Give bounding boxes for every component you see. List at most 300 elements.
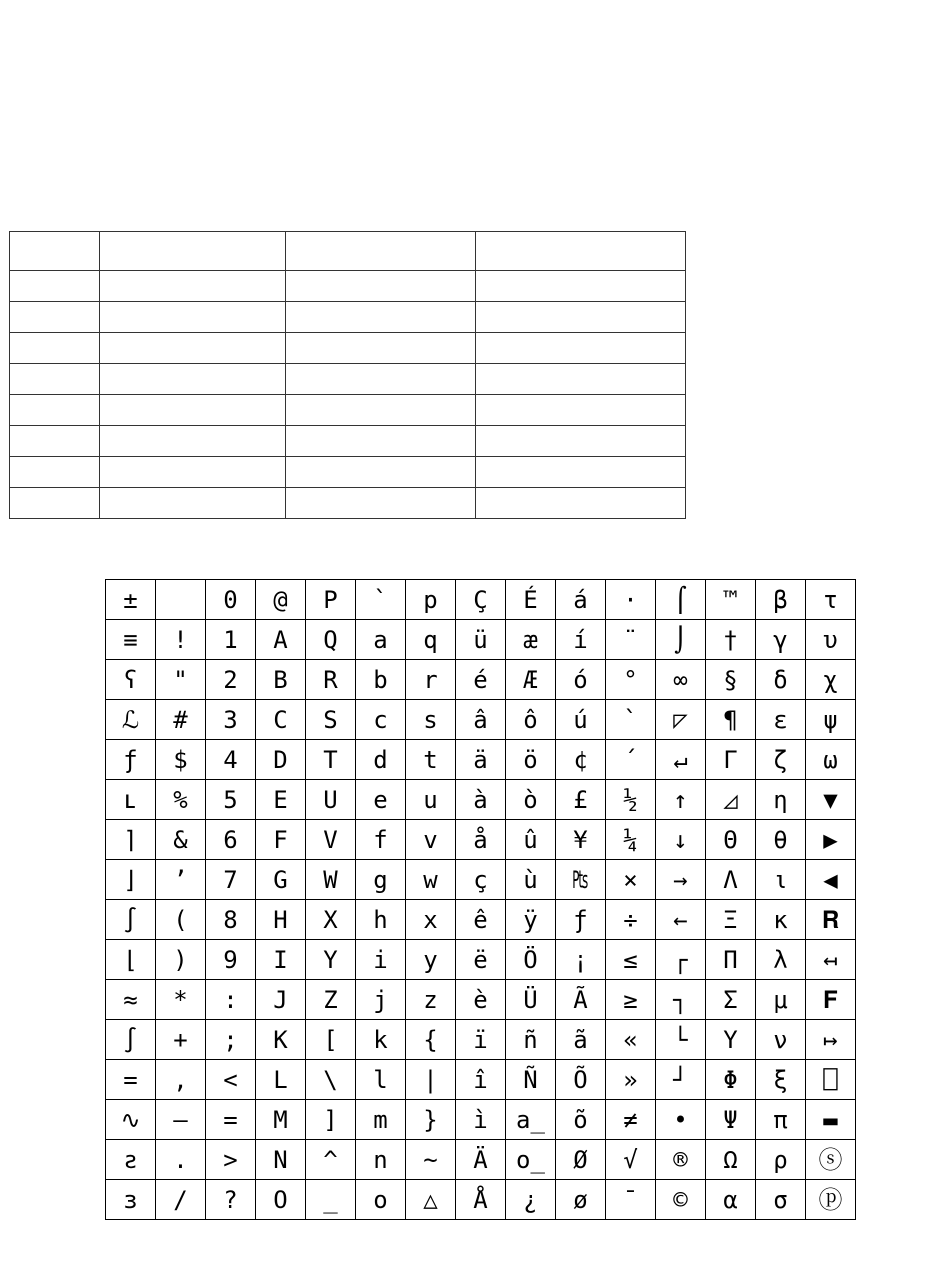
char-cell: o̲ bbox=[506, 1140, 556, 1180]
char-grid-row bbox=[106, 980, 856, 1020]
char-cell: ↦ bbox=[806, 1020, 856, 1060]
char-cell: è bbox=[456, 980, 506, 1020]
empty-table-row bbox=[10, 426, 686, 457]
char-cell: A bbox=[256, 620, 306, 660]
char-cell: ▼ bbox=[806, 780, 856, 820]
char-cell: i bbox=[356, 940, 406, 980]
char-cell: 6 bbox=[206, 820, 256, 860]
char-cell: £ bbox=[556, 780, 606, 820]
char-cell: ` bbox=[606, 700, 656, 740]
char-cell: ± bbox=[106, 580, 156, 620]
char-cell: √ bbox=[606, 1140, 656, 1180]
char-cell: ɜ bbox=[106, 1180, 156, 1220]
empty-table-cell bbox=[100, 395, 286, 426]
char-cell: û bbox=[506, 820, 556, 860]
empty-table-cell bbox=[476, 395, 686, 426]
empty-table-cell bbox=[100, 333, 286, 364]
empty-table-cell bbox=[286, 395, 476, 426]
char-cell: σ bbox=[756, 1180, 806, 1220]
char-cell: ó bbox=[556, 660, 606, 700]
char-cell: J bbox=[256, 980, 306, 1020]
char-cell: ┐ bbox=[656, 980, 706, 1020]
empty-table-cell bbox=[100, 457, 286, 488]
char-cell: ø bbox=[556, 1180, 606, 1220]
char-cell: _ bbox=[306, 1180, 356, 1220]
char-cell: ò bbox=[506, 780, 556, 820]
char-cell: π bbox=[756, 1100, 806, 1140]
empty-table-cell bbox=[10, 271, 100, 302]
empty-table-row bbox=[10, 302, 686, 333]
char-cell: $ bbox=[156, 740, 206, 780]
char-cell: ç bbox=[456, 860, 506, 900]
char-cell: é bbox=[456, 660, 506, 700]
char-cell: ⎕ bbox=[806, 1060, 856, 1100]
empty-table-cell bbox=[476, 333, 686, 364]
char-cell: ( bbox=[156, 900, 206, 940]
char-cell: u bbox=[406, 780, 456, 820]
char-cell: τ bbox=[806, 580, 856, 620]
char-cell: ∫ bbox=[106, 900, 156, 940]
char-cell: κ bbox=[756, 900, 806, 940]
char-cell: ¢ bbox=[556, 740, 606, 780]
char-cell: ↑ bbox=[656, 780, 706, 820]
char-cell: ï bbox=[456, 1020, 506, 1060]
char-cell: = bbox=[106, 1060, 156, 1100]
char-cell: # bbox=[156, 700, 206, 740]
char-cell: Ψ bbox=[706, 1100, 756, 1140]
empty-table-cell bbox=[100, 364, 286, 395]
char-cell: ┌ bbox=[656, 940, 706, 980]
char-cell: § bbox=[706, 660, 756, 700]
char-cell: R bbox=[306, 660, 356, 700]
char-cell: v bbox=[406, 820, 456, 860]
char-cell: ← bbox=[656, 900, 706, 940]
char-cell: ξ bbox=[756, 1060, 806, 1100]
char-cell: ↵ bbox=[656, 740, 706, 780]
char-cell: ƒ bbox=[106, 740, 156, 780]
char-cell: ! bbox=[156, 620, 206, 660]
char-cell: & bbox=[156, 820, 206, 860]
char-cell: > bbox=[206, 1140, 256, 1180]
char-cell: â bbox=[456, 700, 506, 740]
char-cell: Ñ bbox=[506, 1060, 556, 1100]
char-cell: ë bbox=[456, 940, 506, 980]
char-cell: ₧ bbox=[556, 860, 606, 900]
char-grid-row bbox=[106, 900, 856, 940]
char-cell: I bbox=[256, 940, 306, 980]
char-cell: ° bbox=[606, 660, 656, 700]
char-cell: Θ bbox=[706, 820, 756, 860]
char-cell: p bbox=[406, 580, 456, 620]
char-cell: , bbox=[156, 1060, 206, 1100]
char-cell: ν bbox=[756, 1020, 806, 1060]
empty-table-cell bbox=[10, 333, 100, 364]
empty-table-cell bbox=[476, 488, 686, 519]
char-grid-row bbox=[106, 780, 856, 820]
char-cell: ÿ bbox=[506, 900, 556, 940]
empty-table-cell bbox=[476, 271, 686, 302]
char-cell: " bbox=[156, 660, 206, 700]
char-cell: M bbox=[256, 1100, 306, 1140]
char-cell: ⓟ bbox=[806, 1180, 856, 1220]
char-cell: ∿ bbox=[106, 1100, 156, 1140]
char-cell: ö bbox=[506, 740, 556, 780]
char-cell: 1 bbox=[206, 620, 256, 660]
char-cell: ℒ bbox=[106, 700, 156, 740]
char-cell: r bbox=[406, 660, 456, 700]
char-cell: ƒ bbox=[556, 900, 606, 940]
empty-table-cell bbox=[10, 232, 100, 271]
empty-table-cell bbox=[476, 364, 686, 395]
char-cell: < bbox=[206, 1060, 256, 1100]
char-cell: E bbox=[256, 780, 306, 820]
char-cell: ™ bbox=[706, 580, 756, 620]
char-cell: Ü bbox=[506, 980, 556, 1020]
char-cell: t bbox=[406, 740, 456, 780]
char-cell: θ bbox=[756, 820, 806, 860]
char-grid-row bbox=[106, 1100, 856, 1140]
empty-table-cell bbox=[286, 302, 476, 333]
empty-table-cell bbox=[10, 395, 100, 426]
char-cell: U bbox=[306, 780, 356, 820]
char-cell: 𝐅 bbox=[806, 980, 856, 1020]
char-cell: ÷ bbox=[606, 900, 656, 940]
char-cell: ⌡ bbox=[656, 620, 706, 660]
char-cell: ≠ bbox=[606, 1100, 656, 1140]
char-cell: | bbox=[406, 1060, 456, 1100]
char-cell: ¿ bbox=[506, 1180, 556, 1220]
char-grid-row bbox=[106, 1180, 856, 1220]
char-cell: O bbox=[256, 1180, 306, 1220]
char-cell: Y bbox=[306, 940, 356, 980]
char-cell: ¶ bbox=[706, 700, 756, 740]
char-cell: ñ bbox=[506, 1020, 556, 1060]
char-cell: ’ bbox=[156, 860, 206, 900]
char-cell: 9 bbox=[206, 940, 256, 980]
empty-table-cell bbox=[476, 302, 686, 333]
char-cell: • bbox=[656, 1100, 706, 1140]
char-cell: T bbox=[306, 740, 356, 780]
char-cell: · bbox=[606, 580, 656, 620]
char-cell: └ bbox=[656, 1020, 706, 1060]
char-cell: Λ bbox=[706, 860, 756, 900]
char-cell: ω bbox=[806, 740, 856, 780]
char-cell: 4 bbox=[206, 740, 256, 780]
char-cell: N bbox=[256, 1140, 306, 1180]
char-cell: m bbox=[356, 1100, 406, 1140]
char-cell: Φ bbox=[706, 1060, 756, 1100]
char-cell: c bbox=[356, 700, 406, 740]
char-cell: ƨ bbox=[106, 1140, 156, 1180]
char-cell: D bbox=[256, 740, 306, 780]
char-cell: g bbox=[356, 860, 406, 900]
char-cell: ε bbox=[756, 700, 806, 740]
char-cell: Π bbox=[706, 940, 756, 980]
empty-table-row bbox=[10, 457, 686, 488]
empty-table-cell bbox=[100, 271, 286, 302]
char-cell: ʕ bbox=[106, 660, 156, 700]
empty-table-cell bbox=[286, 271, 476, 302]
char-cell: { bbox=[406, 1020, 456, 1060]
empty-table-cell bbox=[100, 302, 286, 333]
char-cell: ↓ bbox=[656, 820, 706, 860]
char-cell: h bbox=[356, 900, 406, 940]
char-cell: ⌊ bbox=[106, 940, 156, 980]
char-cell: Γ bbox=[706, 740, 756, 780]
char-cell: ü bbox=[456, 620, 506, 660]
char-cell: P bbox=[306, 580, 356, 620]
empty-table-row bbox=[10, 232, 686, 271]
empty-table-row bbox=[10, 488, 686, 519]
char-cell: Å bbox=[456, 1180, 506, 1220]
empty-table-cell bbox=[10, 302, 100, 333]
char-grid-row bbox=[106, 1020, 856, 1060]
char-cell: õ bbox=[556, 1100, 606, 1140]
char-cell: υ bbox=[806, 620, 856, 660]
char-cell: ʟ bbox=[106, 780, 156, 820]
char-cell: ) bbox=[156, 940, 206, 980]
char-cell: a bbox=[356, 620, 406, 660]
char-cell: ι bbox=[756, 860, 806, 900]
char-cell: ≈ bbox=[106, 980, 156, 1020]
char-grid-row bbox=[106, 1140, 856, 1180]
char-cell: ù bbox=[506, 860, 556, 900]
char-cell: L bbox=[256, 1060, 306, 1100]
char-cell: % bbox=[156, 780, 206, 820]
char-cell: ⓢ bbox=[806, 1140, 856, 1180]
char-cell: ¼ bbox=[606, 820, 656, 860]
empty-table-row bbox=[10, 271, 686, 302]
char-cell: 8 bbox=[206, 900, 256, 940]
char-cell: + bbox=[156, 1020, 206, 1060]
char-cell: Q bbox=[306, 620, 356, 660]
char-cell: G bbox=[256, 860, 306, 900]
char-cell: μ bbox=[756, 980, 806, 1020]
char-cell: ú bbox=[556, 700, 606, 740]
char-cell: Ã bbox=[556, 980, 606, 1020]
char-cell: η bbox=[756, 780, 806, 820]
char-cell: S bbox=[306, 700, 356, 740]
empty-table-cell bbox=[286, 488, 476, 519]
char-cell: ; bbox=[206, 1020, 256, 1060]
char-cell: ¥ bbox=[556, 820, 606, 860]
char-cell: — bbox=[156, 1100, 206, 1140]
char-cell: Ö bbox=[506, 940, 556, 980]
char-cell: É bbox=[506, 580, 556, 620]
char-cell: : bbox=[206, 980, 256, 1020]
char-cell: Æ bbox=[506, 660, 556, 700]
char-cell: ┘ bbox=[656, 1060, 706, 1100]
char-grid-row bbox=[106, 580, 856, 620]
char-cell: æ bbox=[506, 620, 556, 660]
char-cell: ∞ bbox=[656, 660, 706, 700]
char-cell: Ø bbox=[556, 1140, 606, 1180]
char-cell: x bbox=[406, 900, 456, 940]
char-cell: 2 bbox=[206, 660, 256, 700]
char-cell: » bbox=[606, 1060, 656, 1100]
char-grid-row bbox=[106, 940, 856, 980]
char-grid-row bbox=[106, 1060, 856, 1100]
char-cell: 0 bbox=[206, 580, 256, 620]
char-cell: @ bbox=[256, 580, 306, 620]
char-grid-row bbox=[106, 860, 856, 900]
char-cell: w bbox=[406, 860, 456, 900]
empty-table-cell bbox=[100, 232, 286, 271]
char-cell: å bbox=[456, 820, 506, 860]
char-cell: ® bbox=[656, 1140, 706, 1180]
char-cell: W bbox=[306, 860, 356, 900]
char-cell: ≥ bbox=[606, 980, 656, 1020]
char-grid-row bbox=[106, 740, 856, 780]
char-grid-row bbox=[106, 660, 856, 700]
character-grid-body bbox=[106, 580, 856, 1220]
char-cell: z bbox=[406, 980, 456, 1020]
empty-table-cell bbox=[286, 457, 476, 488]
char-cell: δ bbox=[756, 660, 806, 700]
char-cell: × bbox=[606, 860, 656, 900]
char-cell: ∫ bbox=[106, 1020, 156, 1060]
char-cell: Z bbox=[306, 980, 356, 1020]
char-cell: △ bbox=[406, 1180, 456, 1220]
char-cell: l bbox=[356, 1060, 406, 1100]
empty-table-cell bbox=[286, 333, 476, 364]
char-cell: C bbox=[256, 700, 306, 740]
empty-table-row bbox=[10, 333, 686, 364]
char-cell: 5 bbox=[206, 780, 256, 820]
char-cell: → bbox=[656, 860, 706, 900]
char-cell: f bbox=[356, 820, 406, 860]
char-cell: Ä bbox=[456, 1140, 506, 1180]
char-cell: ⌋ bbox=[106, 860, 156, 900]
char-cell: ≤ bbox=[606, 940, 656, 980]
char-cell: á bbox=[556, 580, 606, 620]
char-cell: s bbox=[406, 700, 456, 740]
char-cell: ▬ bbox=[806, 1100, 856, 1140]
char-cell: α bbox=[706, 1180, 756, 1220]
char-grid-row bbox=[106, 700, 856, 740]
char-cell: ã bbox=[556, 1020, 606, 1060]
char-cell: . bbox=[156, 1140, 206, 1180]
char-cell: ] bbox=[306, 1100, 356, 1140]
char-cell: ψ bbox=[806, 700, 856, 740]
char-cell: ¯ bbox=[606, 1180, 656, 1220]
empty-table-cell bbox=[10, 457, 100, 488]
empty-table-body bbox=[10, 232, 686, 519]
empty-table-cell bbox=[10, 426, 100, 457]
empty-table-row bbox=[10, 395, 686, 426]
char-cell: * bbox=[156, 980, 206, 1020]
char-cell: e bbox=[356, 780, 406, 820]
char-cell: a̲ bbox=[506, 1100, 556, 1140]
char-cell: χ bbox=[806, 660, 856, 700]
char-cell: = bbox=[206, 1100, 256, 1140]
char-cell: X bbox=[306, 900, 356, 940]
char-cell: ▶ bbox=[806, 820, 856, 860]
char-cell: / bbox=[156, 1180, 206, 1220]
char-cell: ζ bbox=[756, 740, 806, 780]
char-cell: í bbox=[556, 620, 606, 660]
char-grid-row bbox=[106, 820, 856, 860]
char-cell: n bbox=[356, 1140, 406, 1180]
char-cell: Σ bbox=[706, 980, 756, 1020]
char-cell: γ bbox=[756, 620, 806, 660]
empty-table bbox=[9, 231, 686, 519]
char-cell: ô bbox=[506, 700, 556, 740]
char-cell: ì bbox=[456, 1100, 506, 1140]
char-cell: © bbox=[656, 1180, 706, 1220]
empty-table-row bbox=[10, 364, 686, 395]
char-cell bbox=[156, 580, 206, 620]
empty-table-cell bbox=[10, 488, 100, 519]
char-cell: K bbox=[256, 1020, 306, 1060]
char-cell: ½ bbox=[606, 780, 656, 820]
char-cell: ~ bbox=[406, 1140, 456, 1180]
char-cell: Ω bbox=[706, 1140, 756, 1180]
char-cell: \ bbox=[306, 1060, 356, 1100]
empty-table-cell bbox=[476, 426, 686, 457]
char-cell: ◿ bbox=[706, 780, 756, 820]
empty-table-cell bbox=[476, 457, 686, 488]
char-cell: ? bbox=[206, 1180, 256, 1220]
char-cell: ⌠ bbox=[656, 580, 706, 620]
char-cell: 𝐑 bbox=[806, 900, 856, 940]
char-cell: β bbox=[756, 580, 806, 620]
char-cell: V bbox=[306, 820, 356, 860]
char-cell: î bbox=[456, 1060, 506, 1100]
char-cell: 3 bbox=[206, 700, 256, 740]
char-cell: F bbox=[256, 820, 306, 860]
char-cell: o bbox=[356, 1180, 406, 1220]
char-cell: d bbox=[356, 740, 406, 780]
char-cell: ◸ bbox=[656, 700, 706, 740]
char-cell: Υ bbox=[706, 1020, 756, 1060]
char-cell: j bbox=[356, 980, 406, 1020]
char-cell: « bbox=[606, 1020, 656, 1060]
empty-table-cell bbox=[476, 232, 686, 271]
char-cell: à bbox=[456, 780, 506, 820]
char-cell: Õ bbox=[556, 1060, 606, 1100]
char-grid-row bbox=[106, 620, 856, 660]
char-cell: } bbox=[406, 1100, 456, 1140]
empty-table-cell bbox=[286, 364, 476, 395]
char-cell: † bbox=[706, 620, 756, 660]
char-cell: q bbox=[406, 620, 456, 660]
char-cell: ´ bbox=[606, 740, 656, 780]
char-cell: [ bbox=[306, 1020, 356, 1060]
empty-table-cell bbox=[100, 426, 286, 457]
char-cell: b bbox=[356, 660, 406, 700]
char-cell: ¨ bbox=[606, 620, 656, 660]
char-cell: λ bbox=[756, 940, 806, 980]
char-cell: ⌉ bbox=[106, 820, 156, 860]
empty-table-cell bbox=[286, 232, 476, 271]
char-cell: 7 bbox=[206, 860, 256, 900]
char-cell: ρ bbox=[756, 1140, 806, 1180]
char-cell: B bbox=[256, 660, 306, 700]
empty-table-cell bbox=[100, 488, 286, 519]
char-cell: ê bbox=[456, 900, 506, 940]
char-cell: y bbox=[406, 940, 456, 980]
char-cell: ` bbox=[356, 580, 406, 620]
char-cell: ä bbox=[456, 740, 506, 780]
character-grid bbox=[105, 579, 856, 1220]
char-cell: ↤ bbox=[806, 940, 856, 980]
char-cell: ^ bbox=[306, 1140, 356, 1180]
empty-table-cell bbox=[286, 426, 476, 457]
empty-table-cell bbox=[10, 364, 100, 395]
char-cell: ◀ bbox=[806, 860, 856, 900]
char-cell: k bbox=[356, 1020, 406, 1060]
